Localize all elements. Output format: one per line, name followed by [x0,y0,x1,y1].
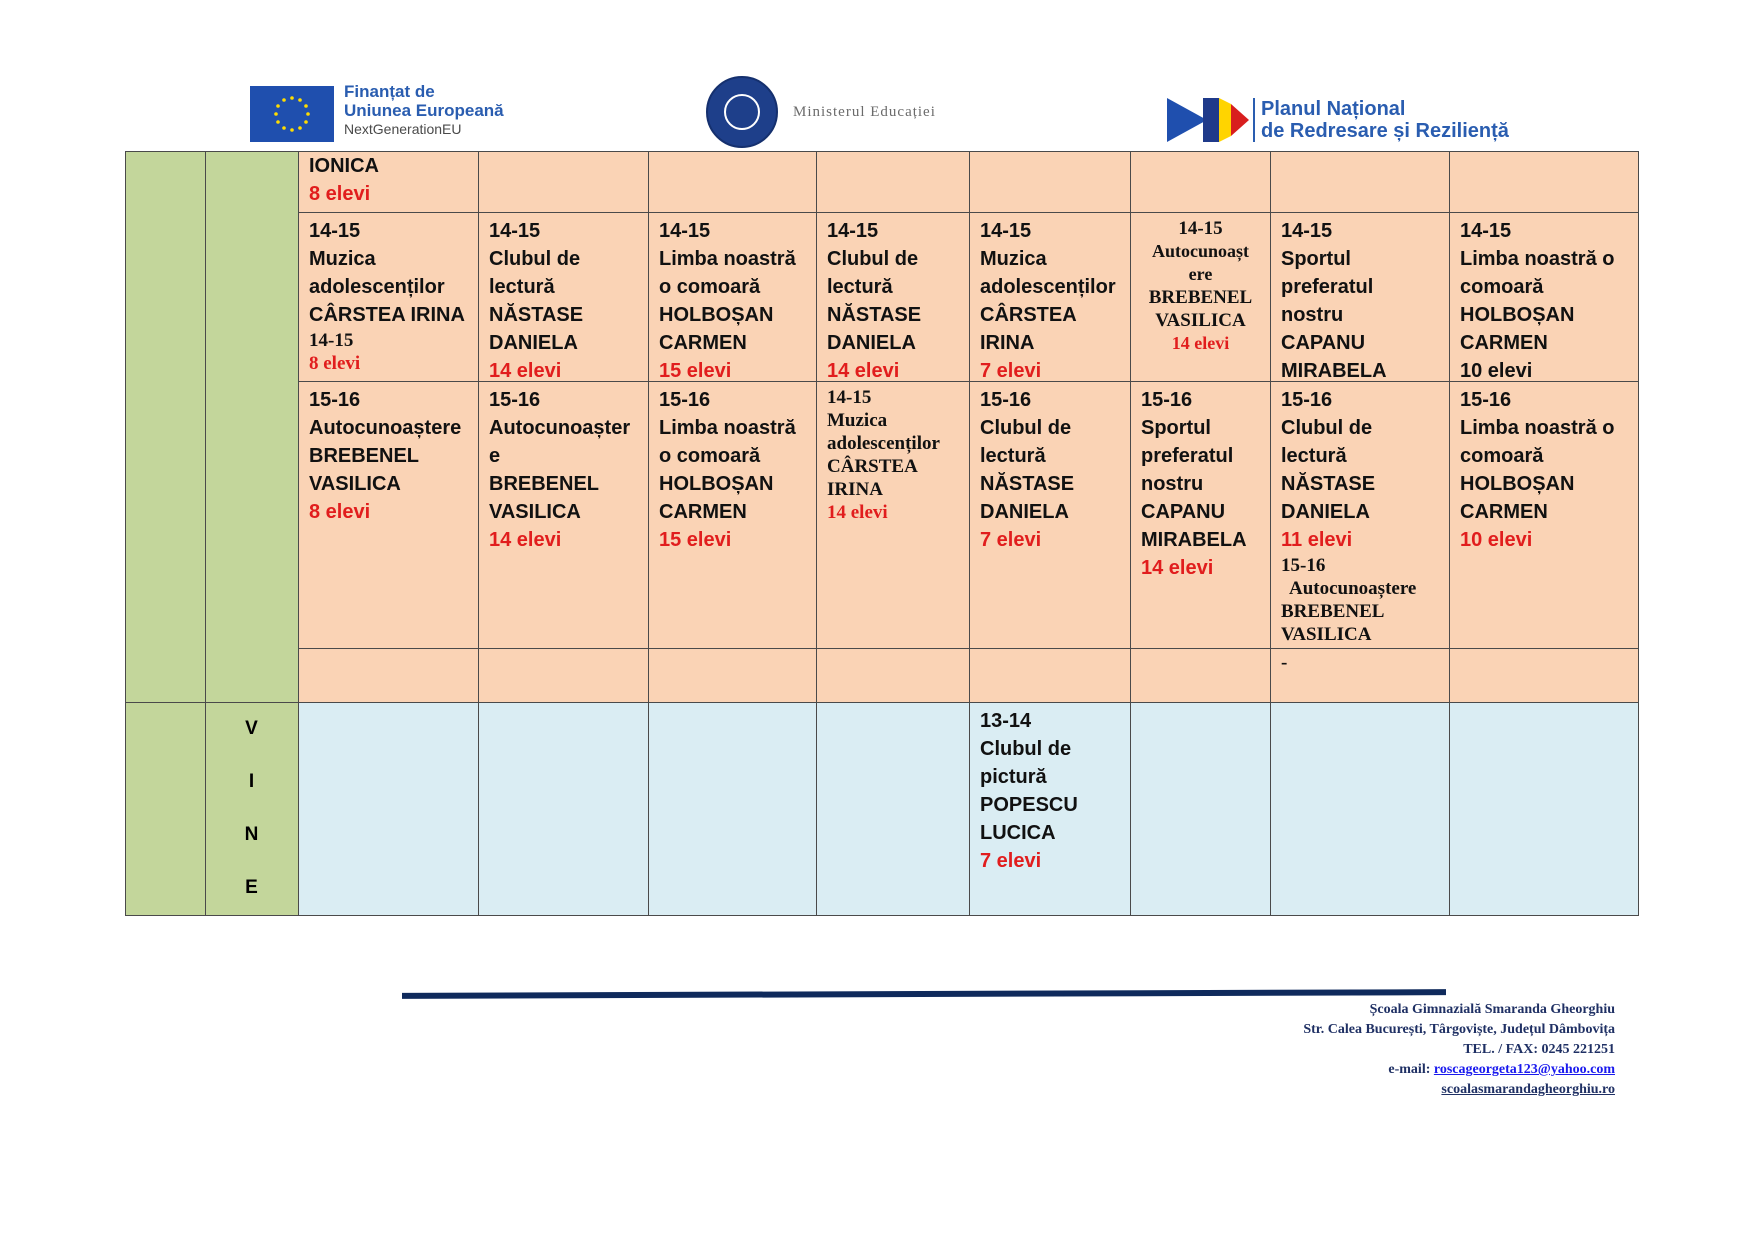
schedule-cell [816,381,970,649]
schedule-cell [816,648,970,703]
activity-name: o comoară [659,445,761,467]
activity-name: lectură [489,276,555,298]
teacher-name: CÂRSTEA IRINA [309,304,465,326]
teacher-name: NĂSTASE [980,473,1075,495]
student-count: 8 elevi [309,501,371,523]
activity-name: nostru [1281,304,1344,326]
teacher-name: MIRABELA [1281,360,1387,382]
teacher-name: NĂSTASE [489,304,584,326]
teacher-name: CARMEN [1460,501,1548,523]
eu-line1: Finanțat de [344,82,435,101]
footer-contact [1303,1000,1615,1100]
teacher-name: NĂSTASE [1281,473,1376,495]
student-count: 15 elevi [659,360,732,382]
schedule-cell [478,648,649,703]
time-slot: 15-16 [980,389,1032,411]
green-column-1-friday [125,702,206,916]
teacher-name: HOLBOȘAN [1460,304,1575,326]
time-slot: 14-15 [309,330,354,351]
schedule-cell [1130,648,1271,703]
student-count: 15 elevi [659,529,732,551]
schedule-cell [1270,212,1450,382]
student-count: 10 elevi [1460,529,1533,551]
time-slot: 14-15 [489,220,541,242]
activity-name: lectură [827,276,893,298]
time-slot: 15-16 [489,389,541,411]
government-seal-icon [706,76,778,148]
teacher-name: VASILICA [1281,624,1372,645]
teacher-name: BREBENEL [489,473,600,495]
email-link[interactable]: roscageorgeta123@yahoo.com [1433,1062,1615,1077]
time-slot: 13-14 [980,710,1032,732]
activity-name: Autocunoaștere [1289,578,1417,599]
activity-name: comoară [1460,445,1544,467]
eu-line3: NextGenerationEU [344,121,462,137]
teacher-name: IONICA [309,155,379,177]
teacher-name: CÂRSTEA [980,304,1077,326]
schedule-cell [1270,381,1450,649]
schedule-cell [969,381,1131,649]
footer-divider [402,989,1446,999]
teacher-name: CAPANU [1141,501,1226,523]
activity-name: Clubul de [980,738,1072,760]
student-count: 14 elevi [827,502,888,523]
activity-name: adolescenților [980,276,1116,298]
schedule-cell [1130,702,1271,916]
day-letter: V [245,718,258,739]
teacher-name: BREBENEL [1148,287,1253,308]
teacher-name: CARMEN [659,501,747,523]
teacher-name: IRINA [980,332,1035,354]
activity-name: nostru [1141,473,1204,495]
school-name: Școala Gimnazială Smaranda Gheorghiu [1369,1002,1615,1017]
eu-funding-text [344,82,504,139]
schedule-cell [816,212,970,382]
time-slot: 14-15 [1460,220,1512,242]
teacher-name: POPESCU [980,794,1078,816]
schedule-cell [969,702,1131,916]
school-address: Str. Calea București, Târgoviște, Județul Dâmbovița [1303,1022,1615,1037]
schedule-cell [648,702,817,916]
activity-name: Limba noastră o [1460,417,1615,439]
activity-name: Limba noastră [659,248,796,270]
activity-name: e [489,445,501,467]
student-count: 14 elevi [827,360,900,382]
activity-name: Limba noastră o [1460,248,1615,270]
schedule-cell [1449,381,1639,649]
day-letter: N [244,824,259,845]
student-count: 7 elevi [980,360,1042,382]
student-count: 7 elevi [980,529,1042,551]
ministry-name: Ministerul Educației [793,104,936,120]
activity-name: lectură [980,445,1046,467]
activity-name: Clubul de [980,417,1072,439]
schedule-cell [1130,151,1271,213]
student-count: 14 elevi [489,360,562,382]
activity-name: Clubul de [827,248,919,270]
time-slot: 14-15 [309,220,361,242]
teacher-name: DANIELA [980,501,1069,523]
schedule-cell [648,648,817,703]
schedule-cell [1270,648,1450,703]
teacher-name: VASILICA [1155,310,1246,331]
time-slot: 15-16 [1281,555,1326,576]
schedule-cell [816,702,970,916]
teacher-name: VASILICA [309,473,401,495]
schedule-cell [648,212,817,382]
activity-name: preferatul [1281,276,1374,298]
student-count: 8 elevi [309,353,361,374]
day-label-vine [205,702,298,916]
activity-name: o comoară [659,276,761,298]
day-letter: E [245,877,258,898]
eu-flag-logo [250,86,334,142]
student-count: 14 elevi [1141,557,1214,579]
schedule-cell [298,151,479,213]
schedule-cell [1449,648,1639,703]
activity-name: Autocunoaștere [309,417,462,439]
activity-name: pictură [980,766,1047,788]
schedule-cell [1449,151,1639,213]
time-slot: 15-16 [309,389,361,411]
activity-name: Clubul de [1281,417,1373,439]
schedule-cell [298,648,479,703]
student-count: 11 elevi [1281,529,1353,551]
teacher-name: CÂRSTEA [827,456,918,477]
schedule-cell [969,648,1131,703]
activity-name: Limba noastră [659,417,796,439]
activity-name: Autocunoașt [1151,241,1249,261]
website-link[interactable]: scoalasmarandagheorghiu.ro [1441,1082,1615,1097]
school-phone: TEL. / FAX: 0245 221251 [1463,1042,1615,1057]
teacher-name: HOLBOȘAN [659,304,774,326]
schedule-cell [648,151,817,213]
schedule-cell [478,212,649,382]
teacher-name: HOLBOȘAN [659,473,774,495]
pnrr-flag-icon [1167,98,1249,142]
pnrr-line2: de Redresare și Reziliență [1261,120,1509,142]
student-count: 14 elevi [489,529,562,551]
teacher-name: LUCICA [980,822,1056,844]
student-count: 14 elevi [1171,333,1230,353]
schedule-cell [1130,381,1271,649]
activity-name: adolescenților [309,276,445,298]
email-label: e-mail: [1388,1062,1431,1077]
green-column-2-top [205,151,299,703]
time-slot: 15-16 [659,389,711,411]
schedule-cell [298,702,479,916]
time-slot: 14-15 [827,220,879,242]
schedule-cell [1449,702,1639,916]
teacher-name: CARMEN [659,332,747,354]
schedule-cell [969,151,1131,213]
green-column-1-top [125,151,206,703]
activity-name: Muzica [980,248,1047,270]
schedule-cell [478,702,649,916]
pnrr-text [1253,98,1509,142]
activity-name: preferatul [1141,445,1234,467]
time-slot: 14-15 [659,220,711,242]
student-count: 10 elevi [1460,360,1533,382]
activity-name: Sportul [1281,248,1351,270]
teacher-name: DANIELA [827,332,916,354]
activity-name: ere [1188,264,1213,284]
schedule-cell [478,151,649,213]
activity-name: adolescenților [827,433,940,454]
activity-name: Autocunoașter [489,417,631,439]
time-slot: 15-16 [1281,389,1333,411]
activity-name: lectură [1281,445,1347,467]
teacher-name: DANIELA [489,332,578,354]
teacher-name: BREBENEL [1281,601,1385,622]
activity-name: Muzica [827,410,888,431]
activity-name: Sportul [1141,417,1211,439]
teacher-name: HOLBOȘAN [1460,473,1575,495]
teacher-name: CAPANU [1281,332,1366,354]
schedule-cell [648,381,817,649]
schedule-cell [1270,151,1450,213]
teacher-name: CARMEN [1460,332,1548,354]
teacher-name: BREBENEL [309,445,420,467]
activity-name: Clubul de [489,248,581,270]
schedule-cell [816,151,970,213]
schedule-cell [969,212,1131,382]
time-slot: 14-15 [827,387,872,408]
student-count: 8 elevi [309,183,371,205]
pnrr-line1: Planul Național [1261,98,1406,120]
teacher-name: IRINA [827,479,883,500]
activity-name: Muzica [309,248,376,270]
teacher-name: MIRABELA [1141,529,1247,551]
eu-stars-icon [250,86,334,142]
schedule-cell [1270,702,1450,916]
eu-line2: Uniunea Europeană [344,101,504,120]
schedule-cell [478,381,649,649]
time-slot: 15-16 [1460,389,1512,411]
teacher-name: DANIELA [1281,501,1370,523]
teacher-name: VASILICA [489,501,581,523]
day-letter: I [248,771,255,792]
student-count: 7 elevi [980,850,1042,872]
schedule-cell [1449,212,1639,382]
time-slot: 14-15 [1281,220,1333,242]
time-slot: 15-16 [1141,389,1193,411]
schedule-cell [298,212,479,382]
schedule-cell [1130,212,1271,382]
teacher-name: NĂSTASE [827,304,922,326]
activity-name: comoară [1460,276,1544,298]
email-line [1303,1060,1615,1080]
dash-mark: - [1281,652,1288,673]
schedule-cell [298,381,479,649]
time-slot: 14-15 [980,220,1032,242]
time-slot: 14-15 [1178,218,1223,239]
